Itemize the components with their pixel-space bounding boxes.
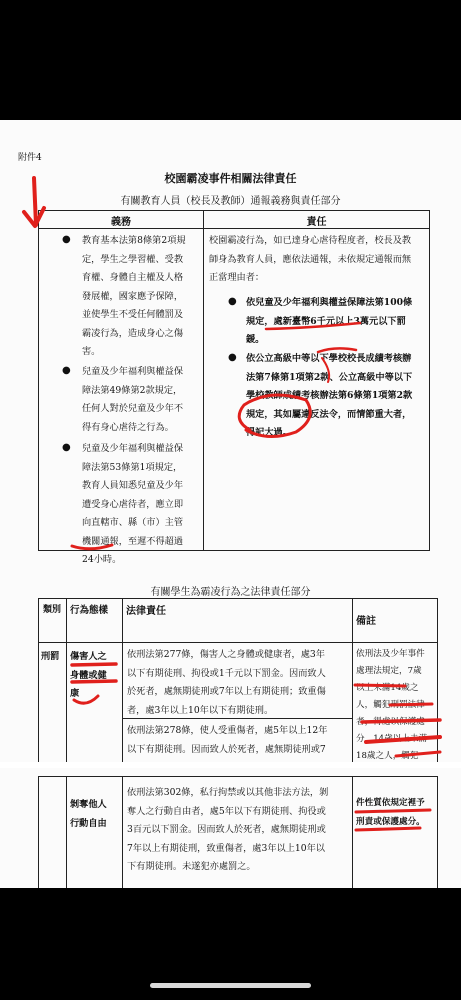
category-cell: 刑罰	[41, 651, 60, 662]
table1-subtitle: 有關教育人員（校長及教師）通報義務與責任部分	[120, 196, 341, 207]
red-annotations	[0, 120, 461, 762]
table2-header-behavior: 行為態樣	[70, 605, 109, 616]
table1-header-duty: 義務	[111, 217, 131, 228]
duty-item-3: 兒童及少年福利與權益保 障法第53條第1項規定， 教育人員知悉兒童及少年 遭受身心虐待者，應立即 向直轄市、縣（市）主管 機關通報，至遲不得超過 24小時。	[82, 443, 184, 565]
law-cell-277: 依刑法第277條，傷害人之身體或健康者，處3年 以下有期徒刑、拘役或1千元以下罰金。因而致人 於死者，處無期徒刑或7年以上有期徒刑；致重傷 者，處3年以上10年以下有期徒刑。	[127, 649, 326, 716]
note-cell: 依刑法及少年事件 處理法規定，7歲 以上未滿14歲之 人，觸犯刑罰法律 者，得處以保護處 分，14歲以上未滿 18歲之人，觸犯	[356, 649, 428, 761]
law-cell-302: 依刑法第302條，私行拘禁或以其他非法方法，剝 奪人之行動自由者，處5年以下有期徒刑、拘役或 3百元以下罰金。因而致人於死者，處無期徒刑或 7年以上有期徒刑，致重傷者，處3年以上10年以 下有期徒刑。未遂犯亦處罰之。	[127, 787, 329, 872]
red-annotations-page2	[0, 768, 461, 888]
document-page-1	[0, 120, 461, 762]
table2-header-law: 法律責任	[126, 606, 166, 617]
table2-header-note: 備註	[356, 616, 376, 627]
section2-title: 有關學生為霸凌行為之法律責任部分	[150, 587, 311, 598]
bullet-icon: ●	[62, 442, 71, 453]
bullet-icon: ●	[228, 352, 237, 363]
note-cell-page2: 件性質依規定裡予 刑責或保護處分。	[356, 798, 425, 827]
duty-item-2: 兒童及少年福利與權益保 障法第49條第2款規定， 任何人對於兒童及少年不 得有身心虐待之行為。	[82, 366, 184, 433]
bullet-icon: ●	[62, 234, 71, 245]
home-indicator[interactable]	[150, 983, 311, 988]
document-title: 校園霸凌事件相關法律責任	[164, 172, 297, 185]
liability-item-1: 依兒童及少年福利與權益保障法第100條 規定，處新臺幣6千元以上3萬元以下罰 鍰。	[246, 297, 413, 345]
liability-intro: 校園霸凌行為，如已達身心虐待程度者，校長及教 師身為教育人員，應依法通報，未依規定通報而無 正當理由者：	[209, 235, 412, 283]
behavior-cell-injury: 傷害人之 身體或健 康	[70, 651, 107, 699]
bullet-icon: ●	[62, 365, 71, 376]
document-page-2	[0, 768, 461, 888]
duty-item-1: 教育基本法第8條第2項規 定，學生之學習權、受教 育權、身體自主權及人格 發展權，國家應予保障， 並使學生不受任何體罰及 霸凌行為，造成身心之傷 害。	[82, 235, 186, 357]
table2-header-category: 類別	[42, 605, 61, 615]
bullet-icon: ●	[228, 296, 237, 307]
behavior-cell-confinement: 剝奪他人 行動自由	[70, 799, 107, 829]
attachment-label: 附件4	[18, 153, 42, 163]
liability-item-2: 依公立高級中等以下學校校長成績考核辦 法第7條第1項第2款、公立高級中等以下 學校教師成績考核辦法第6條第1項第2款 規定，其如屬違反法令，而情節重大者， 得記大過。	[246, 353, 413, 438]
law-cell-278: 依刑法第278條，使人受重傷者，處5年以上12年 以下有期徒刑。因而致人於死者，處無期徒刑或7	[127, 725, 328, 755]
table1-header-liability: 責任	[306, 217, 327, 228]
